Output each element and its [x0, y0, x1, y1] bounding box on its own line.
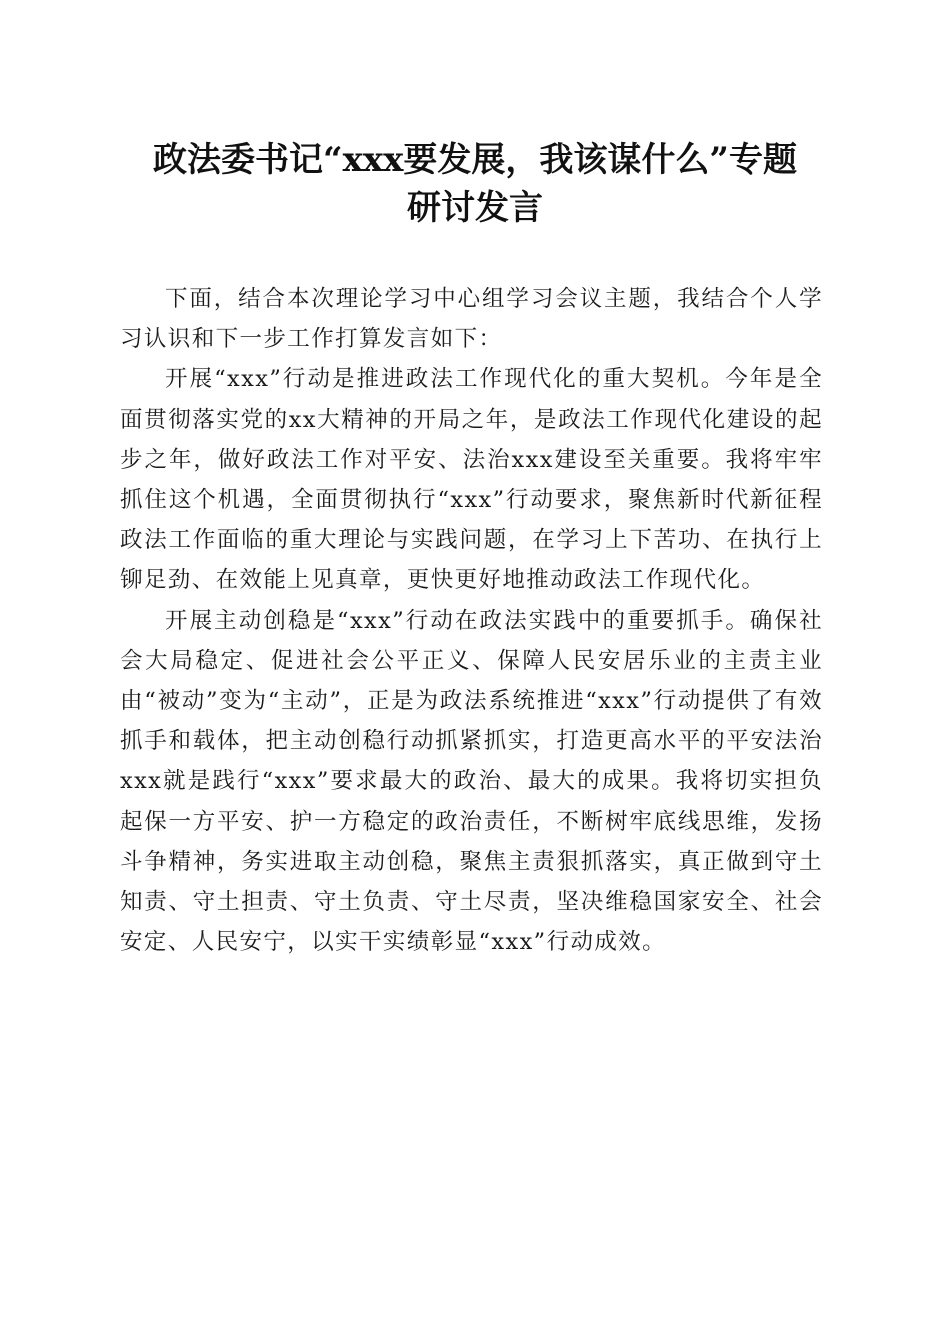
document-body	[120, 279, 823, 962]
paragraph-opportunity: 开展“xxx”行动是推进政法工作现代化的重大契机。今年是全面贯彻落实党的xx大精神的开局之年，是政法工作现代化建设的起步之年，做好政法工作对平安、法治xxx建设至关重要。我将牢牢抓住这个机遇，全面贯彻执行“xxx”行动要求，聚焦新时代新征程政法工作面临的重大理论与实践问题，在学习上下苦功、在执行上铆足劲、在效能上见真章，更快更好地推动政法工作现代化。	[120, 366, 823, 594]
document-title	[110, 136, 840, 232]
paragraph-stability: 开展主动创稳是“xxx”行动在政法实践中的重要抓手。确保社会大局稳定、促进社会公平正义、保障人民安居乐业的主责主业由“被动”变为“主动”，正是为政法系统推进“xxx”行动提供了有效抓手和载体，把主动创稳行动抓紧抓实，打造更高水平的平安法治xxx就是践行“xxx”要求最大的政治、最大的成果。我将切实担负起保一方平安、护一方稳定的政治责任，不断树牢底线思维，发扬斗争精神，务实进取主动创稳，聚焦主责狠抓落实，真正做到守土知责、守土担责、守土负责、守土尽责，坚决维稳国家安全、社会安定、人民安宁，以实干实绩彰显“xxx”行动成效。	[120, 607, 823, 956]
title-line-1: 政法委书记“xxx要发展，我该谋什么”专题	[153, 140, 797, 180]
title-line-2: 研讨发言	[407, 188, 543, 228]
paragraph-intro: 下面，结合本次理论学习中心组学习会议主题，我结合个人学习认识和下一步工作打算发言如下：	[120, 286, 823, 353]
